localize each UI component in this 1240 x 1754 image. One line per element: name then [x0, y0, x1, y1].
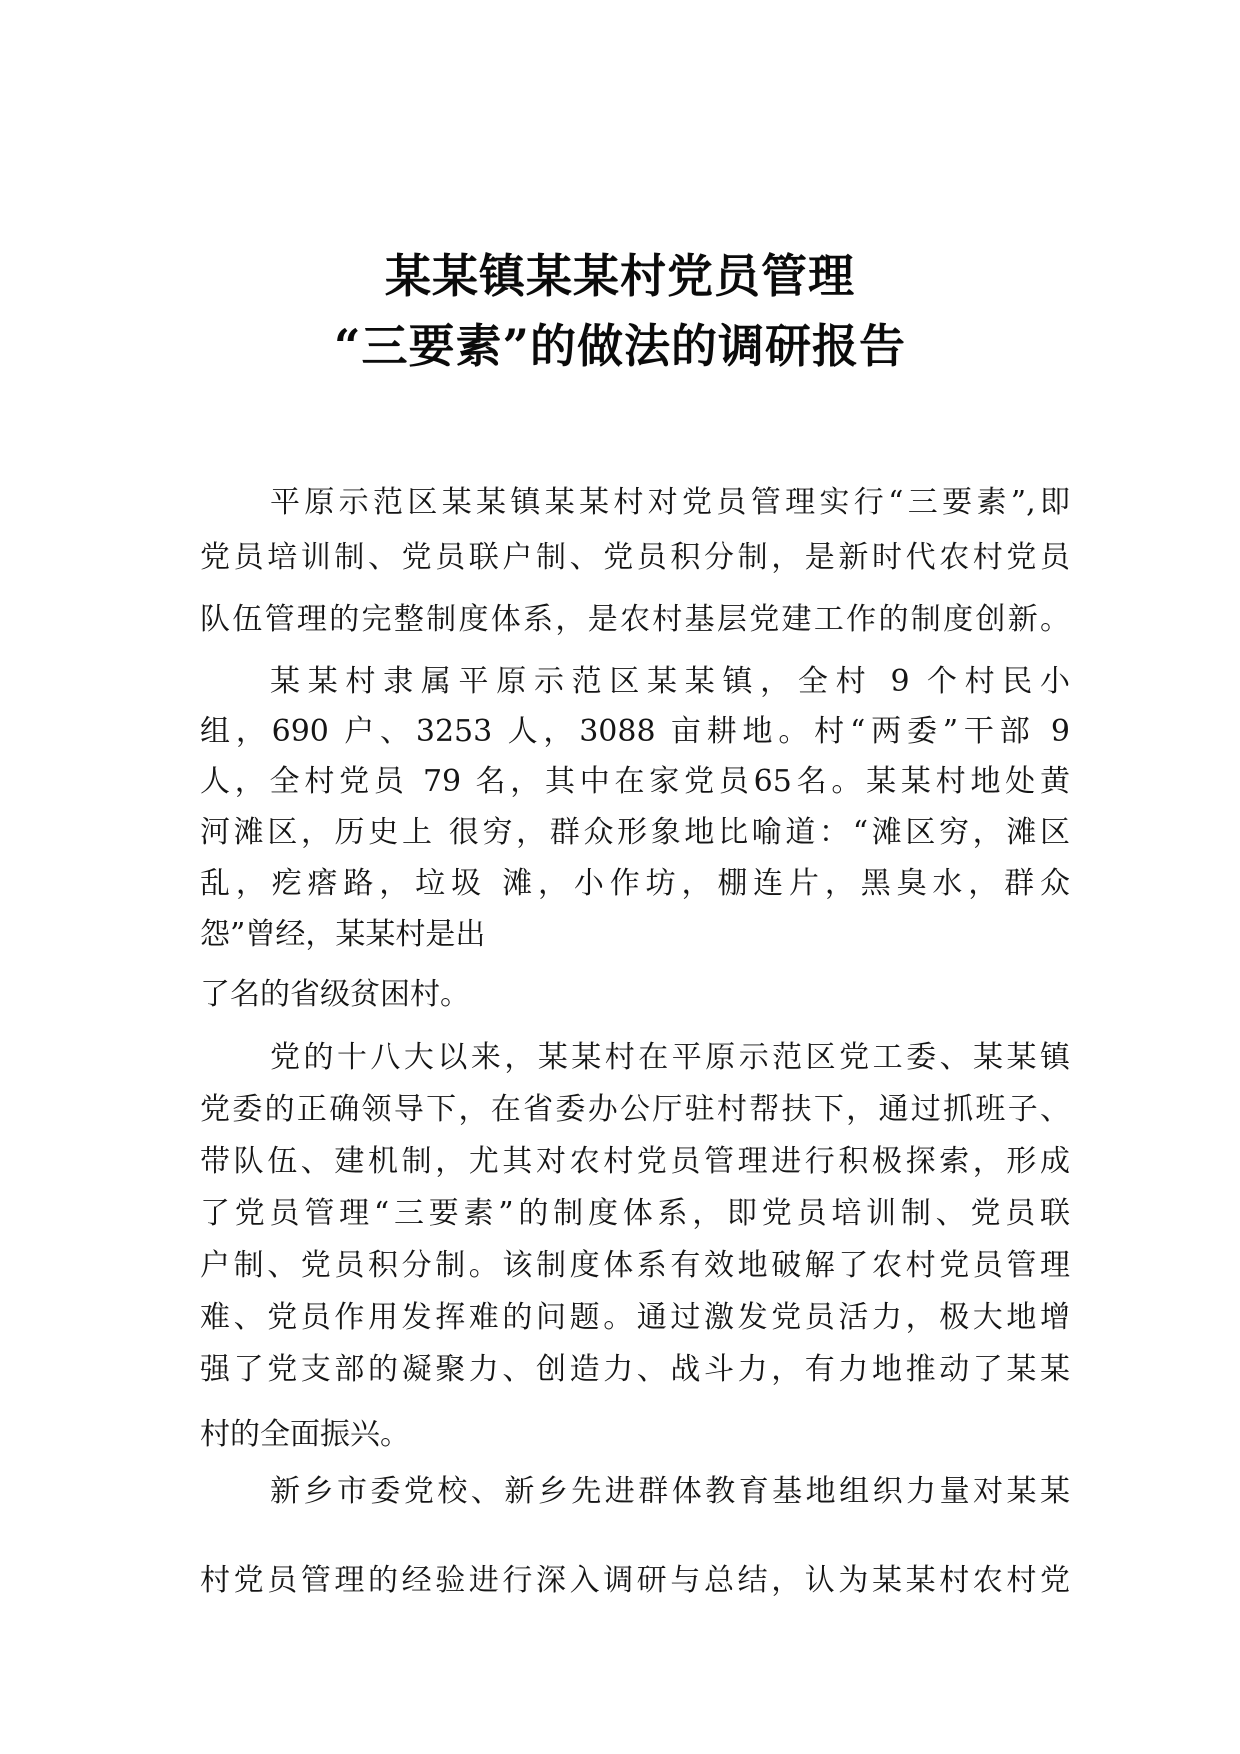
paragraph-line: 新乡市委党校、新乡先进群体教育基地组织力量对某某: [270, 1474, 1070, 1509]
paragraph-line: 组，690 户、3253 人，3088 亩耕地。村“两委”干部 9: [200, 714, 1070, 749]
paragraph-line: 某某村隶属平原示范区某某镇，全村 9 个村民小: [270, 664, 1070, 699]
paragraph-line: 党委的正确领导下，在省委办公厅驻村帮扶下，通过抓班子、: [200, 1092, 1070, 1127]
document-title-line-1: 某某镇某某村党员管理: [385, 249, 855, 303]
paragraph-line: 了党员管理“三要素”的制度体系，即党员培训制、党员联: [200, 1196, 1070, 1231]
paragraph-line: 村党员管理的经验进行深入调研与总结，认为某某村农村党: [200, 1563, 1070, 1598]
document-title-line-2: “三要素”的做法的调研报告: [334, 319, 906, 373]
paragraph-line: 队伍管理的完整制度体系，是农村基层党建工作的制度创新。: [200, 602, 1070, 637]
paragraph-line: 户制、党员积分制。该制度体系有效地破解了农村党员管理: [200, 1248, 1070, 1283]
paragraph-line: 村的全面振兴。: [200, 1417, 410, 1452]
paragraph-line: 乱，疙瘩路，垃圾 滩，小作坊，棚连片，黑臭水，群众: [200, 866, 1070, 901]
paragraph-line: 人，全村党员 79 名，其中在家党员65名。某某村地处黄: [200, 764, 1070, 799]
paragraph-line: 河滩区，历史上 很穷，群众形象地比喻道：“滩区穷，滩区: [200, 815, 1070, 850]
paragraph-line: 党员培训制、党员联户制、党员积分制，是新时代农村党员: [200, 540, 1070, 575]
paragraph-line: 难、党员作用发挥难的问题。通过激发党员活力，极大地增: [200, 1300, 1070, 1335]
paragraph-line: 强了党支部的凝聚力、创造力、战斗力，有力地推动了某某: [200, 1352, 1070, 1387]
paragraph-line: 了名的省级贫困村。: [200, 977, 470, 1012]
paragraph-line: 带队伍、建机制，尤其对农村党员管理进行积极探索，形成: [200, 1144, 1070, 1179]
paragraph-line: 党的十八大以来，某某村在平原示范区党工委、某某镇: [270, 1040, 1070, 1075]
paragraph-line: 怨”曾经，某某村是出: [200, 917, 486, 952]
paragraph-line: 平原示范区某某镇某某村对党员管理实行“三要素”,即: [270, 485, 1070, 520]
